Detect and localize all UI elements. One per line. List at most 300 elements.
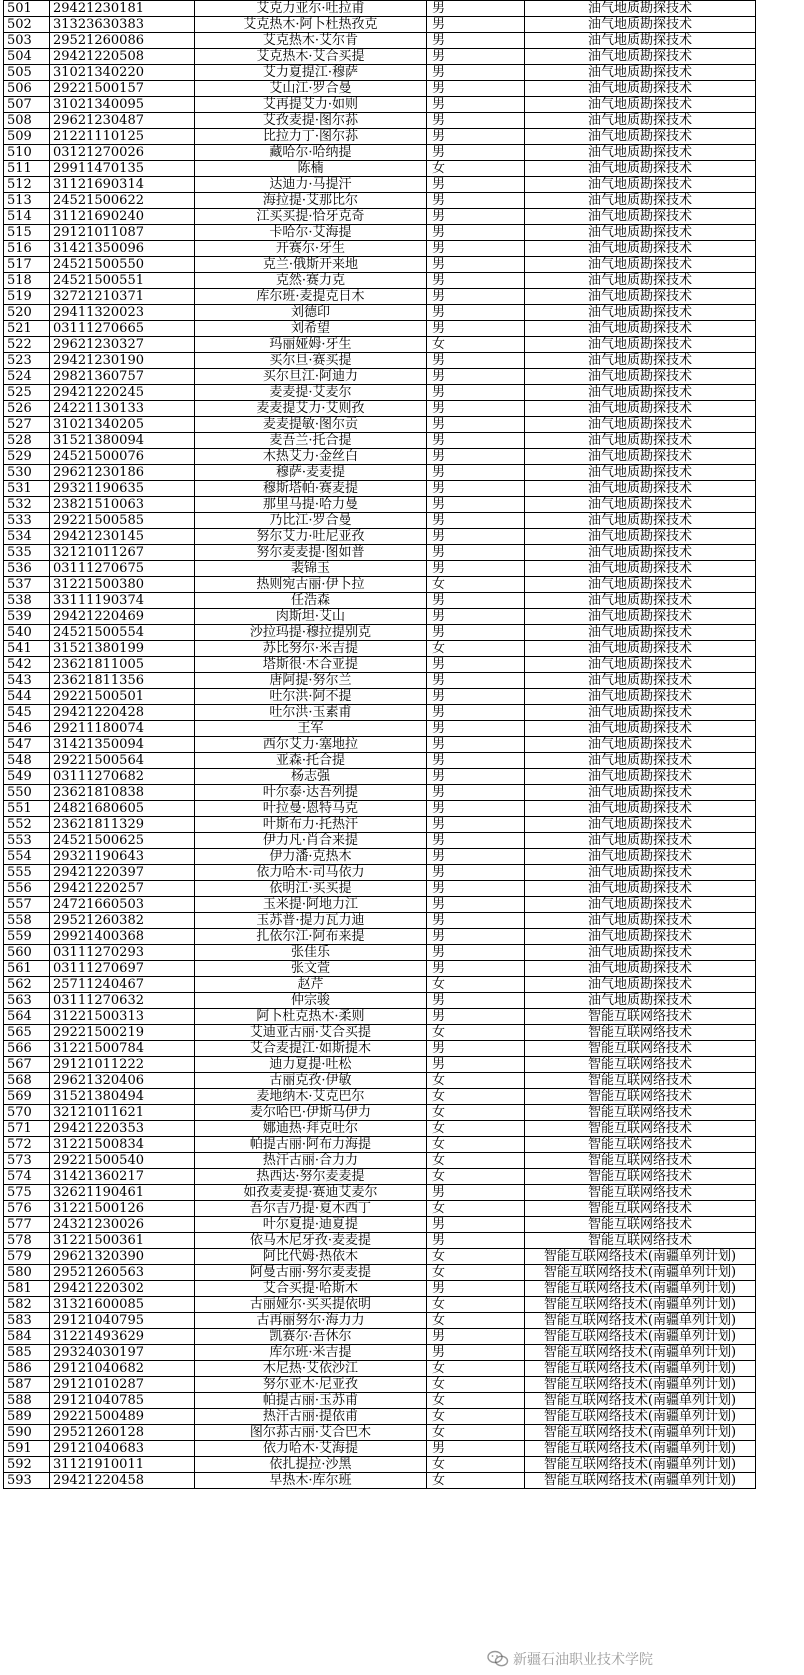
cell-id: 29421230190 (50, 353, 195, 369)
cell-no: 574 (4, 1169, 50, 1185)
table-row (4, 609, 756, 625)
cell-sex: 男 (427, 705, 525, 721)
cell-name: 艾克热木·艾合买提 (195, 49, 427, 65)
cell-no: 541 (4, 641, 50, 657)
cell-major: 油气地质勘探技术 (525, 593, 756, 609)
cell-id: 29324030197 (50, 1345, 195, 1361)
table-row (4, 1265, 756, 1281)
cell-no: 556 (4, 881, 50, 897)
table-row (4, 1249, 756, 1265)
table-row (4, 161, 756, 177)
cell-id: 29421230181 (50, 1, 195, 17)
cell-id: 29921400368 (50, 929, 195, 945)
cell-name: 达迪力·马提汗 (195, 177, 427, 193)
cell-name: 肉斯坦·艾山 (195, 609, 427, 625)
table-row (4, 1345, 756, 1361)
table-row (4, 129, 756, 145)
table-row (4, 49, 756, 65)
cell-no: 529 (4, 449, 50, 465)
cell-no: 562 (4, 977, 50, 993)
cell-sex: 男 (427, 849, 525, 865)
table-row (4, 497, 756, 513)
cell-sex: 男 (427, 993, 525, 1009)
cell-name: 热西达·努尔麦麦提 (195, 1169, 427, 1185)
cell-id: 31121690240 (50, 209, 195, 225)
cell-name: 刘德印 (195, 305, 427, 321)
cell-id: 03111270682 (50, 769, 195, 785)
cell-id: 03121270026 (50, 145, 195, 161)
cell-no: 588 (4, 1393, 50, 1409)
table-row (4, 1121, 756, 1137)
table-row (4, 897, 756, 913)
cell-no: 515 (4, 225, 50, 241)
cell-sex: 男 (427, 241, 525, 257)
cell-no: 564 (4, 1009, 50, 1025)
cell-id: 03111270632 (50, 993, 195, 1009)
cell-major: 油气地质勘探技术 (525, 225, 756, 241)
cell-sex: 男 (427, 65, 525, 81)
cell-major: 智能互联网络技术(南疆单列计划) (525, 1329, 756, 1345)
cell-no: 547 (4, 737, 50, 753)
cell-name: 麦吾兰·托合提 (195, 433, 427, 449)
cell-sex: 女 (427, 1297, 525, 1313)
table-row (4, 1473, 756, 1489)
cell-id: 29221500540 (50, 1153, 195, 1169)
table-row (4, 225, 756, 241)
cell-no: 549 (4, 769, 50, 785)
cell-sex: 男 (427, 417, 525, 433)
cell-id: 31221500361 (50, 1233, 195, 1249)
cell-no: 535 (4, 545, 50, 561)
cell-id: 29121040682 (50, 1361, 195, 1377)
table-row (4, 1297, 756, 1313)
table-row (4, 465, 756, 481)
cell-no: 522 (4, 337, 50, 353)
cell-name: 古再丽努尔·海力力 (195, 1313, 427, 1329)
cell-major: 智能互联网络技术 (525, 1025, 756, 1041)
cell-name: 塔斯很·木合亚提 (195, 657, 427, 673)
cell-name: 帕提古丽·玉苏甫 (195, 1393, 427, 1409)
cell-no: 532 (4, 497, 50, 513)
cell-name: 依马木尼牙孜·麦麦提 (195, 1233, 427, 1249)
table-row (4, 961, 756, 977)
cell-name: 吾尔吉乃提·夏木西丁 (195, 1201, 427, 1217)
cell-no: 502 (4, 17, 50, 33)
cell-id: 33111190374 (50, 593, 195, 609)
cell-no: 516 (4, 241, 50, 257)
cell-id: 29221500564 (50, 753, 195, 769)
cell-sex: 男 (427, 257, 525, 273)
table-row (4, 369, 756, 385)
cell-no: 538 (4, 593, 50, 609)
table-row (4, 385, 756, 401)
cell-sex: 男 (427, 369, 525, 385)
cell-major: 油气地质勘探技术 (525, 97, 756, 113)
cell-name: 任浩森 (195, 593, 427, 609)
cell-id: 31521380199 (50, 641, 195, 657)
cell-no: 575 (4, 1185, 50, 1201)
cell-sex: 男 (427, 513, 525, 529)
cell-id: 24521500551 (50, 273, 195, 289)
cell-sex: 男 (427, 1233, 525, 1249)
cell-name: 艾克热木·阿卜杜热孜克 (195, 17, 427, 33)
cell-no: 578 (4, 1233, 50, 1249)
cell-name: 西尔艾力·塞地拉 (195, 737, 427, 753)
table-row (4, 993, 756, 1009)
cell-no: 543 (4, 673, 50, 689)
cell-major: 油气地质勘探技术 (525, 273, 756, 289)
cell-sex: 男 (427, 81, 525, 97)
cell-major: 油气地质勘探技术 (525, 241, 756, 257)
table-row (4, 977, 756, 993)
cell-sex: 男 (427, 1057, 525, 1073)
table-row (4, 1105, 756, 1121)
cell-no: 550 (4, 785, 50, 801)
cell-name: 扎依尔江·阿布来提 (195, 929, 427, 945)
table-row (4, 545, 756, 561)
cell-name: 库尔班·麦提克日木 (195, 289, 427, 305)
cell-id: 29521260563 (50, 1265, 195, 1281)
cell-id: 21221110125 (50, 129, 195, 145)
cell-id: 24521500554 (50, 625, 195, 641)
table-row (4, 641, 756, 657)
cell-major: 智能互联网络技术 (525, 1185, 756, 1201)
cell-name: 藏哈尔·哈纳提 (195, 145, 427, 161)
cell-sex: 女 (427, 1169, 525, 1185)
cell-major: 油气地质勘探技术 (525, 625, 756, 641)
cell-no: 553 (4, 833, 50, 849)
cell-id: 31221500784 (50, 1041, 195, 1057)
cell-no: 571 (4, 1121, 50, 1137)
cell-major: 油气地质勘探技术 (525, 513, 756, 529)
cell-major: 油气地质勘探技术 (525, 801, 756, 817)
cell-major: 油气地质勘探技术 (525, 81, 756, 97)
cell-id: 29421220428 (50, 705, 195, 721)
cell-id: 03111270665 (50, 321, 195, 337)
table-row (4, 1009, 756, 1025)
table-row (4, 721, 756, 737)
cell-id: 31521380094 (50, 433, 195, 449)
cell-id: 31421360217 (50, 1169, 195, 1185)
cell-id: 29121040683 (50, 1441, 195, 1457)
cell-no: 508 (4, 113, 50, 129)
cell-major: 智能互联网络技术 (525, 1105, 756, 1121)
cell-name: 库尔班·米吉提 (195, 1345, 427, 1361)
cell-sex: 男 (427, 737, 525, 753)
cell-sex: 男 (427, 689, 525, 705)
cell-sex: 女 (427, 1121, 525, 1137)
cell-id: 29521260382 (50, 913, 195, 929)
cell-major: 智能互联网络技术(南疆单列计划) (525, 1361, 756, 1377)
table-row (4, 417, 756, 433)
cell-id: 31121690314 (50, 177, 195, 193)
cell-name: 开赛尔·牙生 (195, 241, 427, 257)
cell-sex: 男 (427, 865, 525, 881)
cell-major: 油气地质勘探技术 (525, 817, 756, 833)
table-row (4, 449, 756, 465)
cell-sex: 男 (427, 545, 525, 561)
table-row (4, 1281, 756, 1297)
cell-sex: 男 (427, 721, 525, 737)
table-row (4, 1409, 756, 1425)
cell-id: 31021340220 (50, 65, 195, 81)
cell-id: 32621190461 (50, 1185, 195, 1201)
cell-id: 32121011621 (50, 1105, 195, 1121)
cell-major: 油气地质勘探技术 (525, 145, 756, 161)
table-row (4, 321, 756, 337)
cell-id: 24521500625 (50, 833, 195, 849)
cell-name: 凯赛尔·吾休尔 (195, 1329, 427, 1345)
cell-major: 油气地质勘探技术 (525, 433, 756, 449)
table-row (4, 593, 756, 609)
cell-major: 油气地质勘探技术 (525, 545, 756, 561)
cell-no: 565 (4, 1025, 50, 1041)
cell-no: 577 (4, 1217, 50, 1233)
cell-sex: 男 (427, 817, 525, 833)
cell-id: 29421220302 (50, 1281, 195, 1297)
cell-major: 智能互联网络技术 (525, 1089, 756, 1105)
cell-major: 油气地质勘探技术 (525, 785, 756, 801)
cell-id: 29411320023 (50, 305, 195, 321)
table-row (4, 1025, 756, 1041)
cell-sex: 男 (427, 17, 525, 33)
cell-major: 油气地质勘探技术 (525, 945, 756, 961)
cell-name: 艾合麦提江·如斯提木 (195, 1041, 427, 1057)
cell-major: 油气地质勘探技术 (525, 1, 756, 17)
cell-major: 智能互联网络技术(南疆单列计划) (525, 1281, 756, 1297)
cell-no: 592 (4, 1457, 50, 1473)
cell-id: 23621811005 (50, 657, 195, 673)
cell-sex: 女 (427, 1265, 525, 1281)
cell-no: 572 (4, 1137, 50, 1153)
cell-name: 沙拉玛提·穆拉提别克 (195, 625, 427, 641)
table-row (4, 81, 756, 97)
cell-sex: 女 (427, 1073, 525, 1089)
cell-name: 玛丽娅姆·牙生 (195, 337, 427, 353)
cell-id: 32121011267 (50, 545, 195, 561)
cell-no: 510 (4, 145, 50, 161)
cell-no: 561 (4, 961, 50, 977)
cell-name: 依力哈木·艾海提 (195, 1441, 427, 1457)
cell-major: 油气地质勘探技术 (525, 113, 756, 129)
cell-id: 29421220245 (50, 385, 195, 401)
cell-name: 吐尔洪·阿不提 (195, 689, 427, 705)
cell-major: 智能互联网络技术 (525, 1121, 756, 1137)
cell-sex: 女 (427, 161, 525, 177)
cell-id: 29621230487 (50, 113, 195, 129)
cell-major: 油气地质勘探技术 (525, 609, 756, 625)
cell-name: 努尔亚木·尼亚孜 (195, 1377, 427, 1393)
cell-id: 31323630383 (50, 17, 195, 33)
table-row (4, 513, 756, 529)
cell-major: 油气地质勘探技术 (525, 417, 756, 433)
cell-name: 张文萱 (195, 961, 427, 977)
cell-no: 505 (4, 65, 50, 81)
cell-major: 智能互联网络技术(南疆单列计划) (525, 1409, 756, 1425)
cell-major: 油气地质勘探技术 (525, 881, 756, 897)
cell-name: 唐阿提·努尔兰 (195, 673, 427, 689)
cell-name: 麦麦提艾力·艾则孜 (195, 401, 427, 417)
cell-major: 智能互联网络技术 (525, 1169, 756, 1185)
cell-sex: 男 (427, 321, 525, 337)
cell-name: 玉苏普·提力瓦力迪 (195, 913, 427, 929)
cell-major: 智能互联网络技术 (525, 1137, 756, 1153)
cell-sex: 男 (427, 209, 525, 225)
table-row (4, 193, 756, 209)
cell-no: 509 (4, 129, 50, 145)
cell-id: 25711240467 (50, 977, 195, 993)
cell-sex: 男 (427, 385, 525, 401)
cell-name: 如孜麦麦提·赛迪艾麦尔 (195, 1185, 427, 1201)
cell-sex: 男 (427, 273, 525, 289)
cell-name: 麦麦提敏·图尔贡 (195, 417, 427, 433)
cell-no: 583 (4, 1313, 50, 1329)
table-row (4, 1313, 756, 1329)
cell-major: 油气地质勘探技术 (525, 657, 756, 673)
cell-id: 29121040795 (50, 1313, 195, 1329)
cell-name: 依明江·买买提 (195, 881, 427, 897)
cell-name: 玉米提·阿地力江 (195, 897, 427, 913)
cell-no: 507 (4, 97, 50, 113)
table-row (4, 673, 756, 689)
cell-no: 540 (4, 625, 50, 641)
cell-major: 油气地质勘探技术 (525, 305, 756, 321)
cell-sex: 男 (427, 929, 525, 945)
table-row (4, 881, 756, 897)
cell-major: 智能互联网络技术 (525, 1009, 756, 1025)
cell-sex: 男 (427, 1185, 525, 1201)
cell-no: 512 (4, 177, 50, 193)
table-row (4, 785, 756, 801)
cell-name: 艾力夏提江·穆萨 (195, 65, 427, 81)
cell-id: 31221500313 (50, 1009, 195, 1025)
cell-sex: 男 (427, 433, 525, 449)
cell-name: 杨志强 (195, 769, 427, 785)
cell-sex: 女 (427, 1393, 525, 1409)
cell-no: 519 (4, 289, 50, 305)
cell-id: 29421220458 (50, 1473, 195, 1489)
cell-major: 油气地质勘探技术 (525, 913, 756, 929)
cell-major: 油气地质勘探技术 (525, 337, 756, 353)
cell-no: 511 (4, 161, 50, 177)
cell-name: 穆萨·麦麦提 (195, 465, 427, 481)
cell-name: 叶拉曼·恩特马克 (195, 801, 427, 817)
cell-sex: 女 (427, 1025, 525, 1041)
table-row (4, 353, 756, 369)
cell-no: 558 (4, 913, 50, 929)
cell-id: 32721210371 (50, 289, 195, 305)
cell-no: 551 (4, 801, 50, 817)
cell-id: 29121010287 (50, 1377, 195, 1393)
cell-sex: 男 (427, 353, 525, 369)
cell-sex: 女 (427, 1153, 525, 1169)
table-row (4, 689, 756, 705)
cell-sex: 女 (427, 577, 525, 593)
cell-name: 那里马提·哈力曼 (195, 497, 427, 513)
cell-major: 油气地质勘探技术 (525, 769, 756, 785)
cell-sex: 男 (427, 113, 525, 129)
cell-no: 581 (4, 1281, 50, 1297)
cell-sex: 男 (427, 1345, 525, 1361)
cell-major: 油气地质勘探技术 (525, 577, 756, 593)
cell-sex: 男 (427, 305, 525, 321)
cell-sex: 男 (427, 673, 525, 689)
cell-no: 593 (4, 1473, 50, 1489)
cell-major: 油气地质勘探技术 (525, 497, 756, 513)
cell-major: 油气地质勘探技术 (525, 481, 756, 497)
cell-name: 艾迪亚古丽·艾合买提 (195, 1025, 427, 1041)
cell-no: 531 (4, 481, 50, 497)
cell-major: 油气地质勘探技术 (525, 561, 756, 577)
cell-name: 克兰·俄斯开来地 (195, 257, 427, 273)
cell-no: 542 (4, 657, 50, 673)
cell-name: 乃比江·罗合曼 (195, 513, 427, 529)
cell-major: 油气地质勘探技术 (525, 961, 756, 977)
table-row (4, 577, 756, 593)
cell-no: 585 (4, 1345, 50, 1361)
cell-name: 古丽娅尔·买买提依明 (195, 1297, 427, 1313)
cell-id: 29821360757 (50, 369, 195, 385)
table-row (4, 257, 756, 273)
cell-name: 阿比代姆·热依木 (195, 1249, 427, 1265)
cell-id: 03111270675 (50, 561, 195, 577)
cell-no: 525 (4, 385, 50, 401)
cell-major: 智能互联网络技术(南疆单列计划) (525, 1249, 756, 1265)
cell-no: 524 (4, 369, 50, 385)
cell-no: 520 (4, 305, 50, 321)
cell-no: 536 (4, 561, 50, 577)
cell-major: 智能互联网络技术(南疆单列计划) (525, 1345, 756, 1361)
cell-sex: 男 (427, 753, 525, 769)
table-row (4, 865, 756, 881)
cell-sex: 女 (427, 1377, 525, 1393)
table-row (4, 1329, 756, 1345)
table-row (4, 753, 756, 769)
cell-sex: 男 (427, 1441, 525, 1457)
cell-name: 克然·赛力克 (195, 273, 427, 289)
cell-sex: 男 (427, 833, 525, 849)
cell-id: 31321600085 (50, 1297, 195, 1313)
table-row (4, 273, 756, 289)
cell-sex: 男 (427, 1281, 525, 1297)
cell-major: 油气地质勘探技术 (525, 209, 756, 225)
cell-id: 29421220397 (50, 865, 195, 881)
cell-id: 03111270293 (50, 945, 195, 961)
cell-no: 527 (4, 417, 50, 433)
cell-no: 579 (4, 1249, 50, 1265)
cell-id: 29421220508 (50, 49, 195, 65)
cell-sex: 女 (427, 977, 525, 993)
cell-major: 油气地质勘探技术 (525, 993, 756, 1009)
table-row (4, 97, 756, 113)
cell-name: 迪力夏提·吐松 (195, 1057, 427, 1073)
wechat-icon (487, 1650, 509, 1668)
cell-major: 油气地质勘探技术 (525, 33, 756, 49)
cell-id: 24221130133 (50, 401, 195, 417)
cell-sex: 女 (427, 1473, 525, 1489)
cell-name: 木尼热·艾依沙江 (195, 1361, 427, 1377)
watermark (487, 1647, 653, 1671)
cell-major: 油气地质勘探技术 (525, 65, 756, 81)
cell-sex: 男 (427, 465, 525, 481)
cell-no: 530 (4, 465, 50, 481)
cell-id: 31421350094 (50, 737, 195, 753)
cell-id: 29621230186 (50, 465, 195, 481)
table-row (4, 769, 756, 785)
cell-sex: 女 (427, 1201, 525, 1217)
cell-sex: 女 (427, 1457, 525, 1473)
cell-sex: 男 (427, 225, 525, 241)
